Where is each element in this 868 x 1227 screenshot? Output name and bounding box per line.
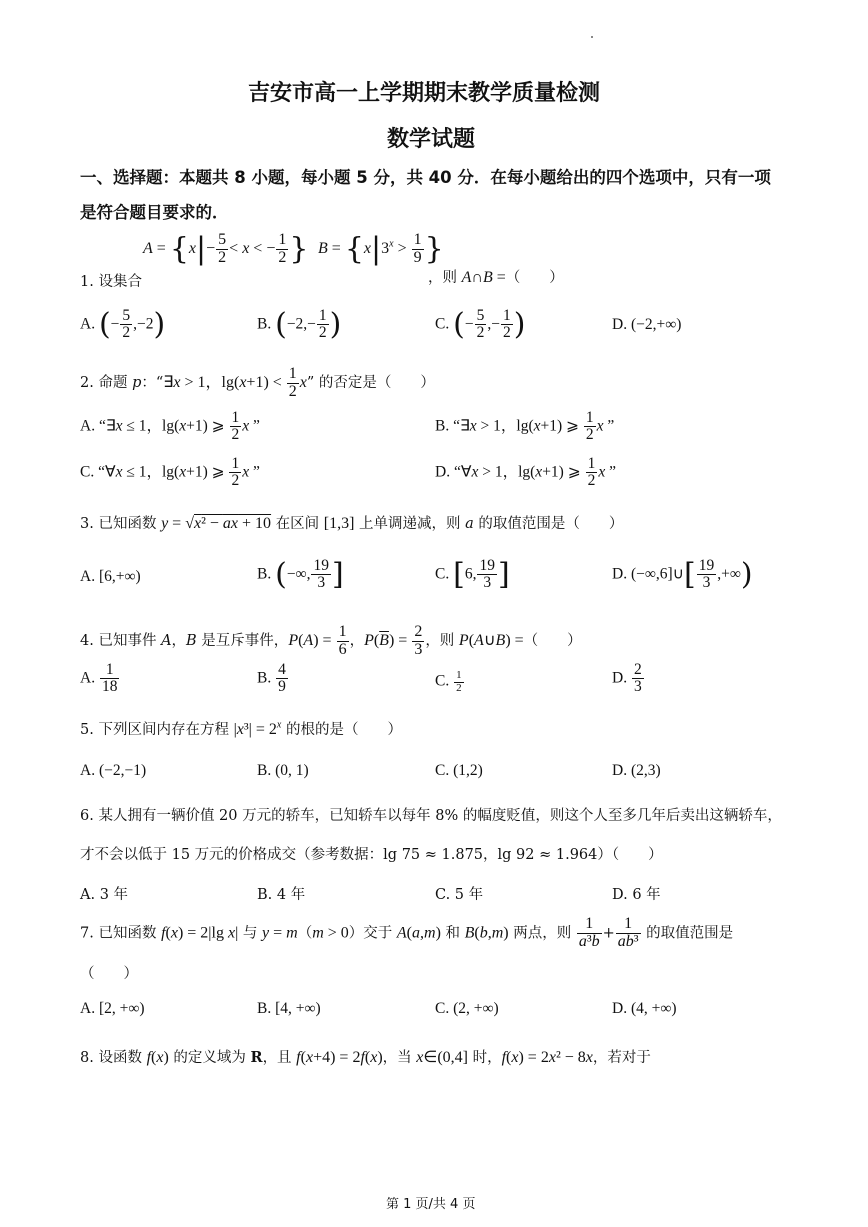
q7-option-a[interactable]: A. [2, +∞) xyxy=(80,1000,145,1017)
page-title-text: 吉安市高一上学期期末教学质量检测 xyxy=(248,81,601,106)
q3-option-c[interactable]: C. [6, $\frac{19}{3}$ ] xyxy=(435,556,510,592)
q5-option-c[interactable]: C. (1,2) xyxy=(435,762,483,779)
q3-option-b[interactable]: B. (−∞, $\frac{19}{3}$ ] xyxy=(257,556,344,592)
section-header-line2: 是符合题目要求的． xyxy=(80,203,229,222)
q2-stem: 2. 命题 p：“∃x > 1，lg(x+1) < $\frac{1}{2}$ x” 的否定是（ ） xyxy=(80,365,435,400)
q3-stem: 3. 已知函数 y = √x² − ax + 10 在区间 [1,3] 上单调递减，则 a 的取值范围是（ ） xyxy=(80,515,624,532)
page-footer: 第 1 页/共 4 页 xyxy=(386,1197,476,1212)
q1-stem-suffix: ，则 A∩B =（ ） xyxy=(428,269,564,286)
q5-option-d[interactable]: D. (2,3) xyxy=(612,762,661,779)
q4-option-a[interactable]: A. $\frac{1}{18}$ xyxy=(80,661,118,696)
q6-option-d[interactable]: D. 6 年 xyxy=(612,887,661,903)
q4-option-b[interactable]: B. $\frac{4}{9}$ xyxy=(257,661,286,696)
q1-option-c[interactable]: C. (− $\frac{5}{2}$ ,− $\frac{1}{2}$ ) xyxy=(435,306,526,342)
q7-line2: （ ） xyxy=(80,966,138,982)
q2-option-c[interactable]: C. “∀x ≤ 1，lg(x+1) ⩾ $\frac{1}{2}$ x ” xyxy=(80,455,260,490)
q2-option-d[interactable]: D. “∀x > 1，lg(x+1) ⩾ $\frac{1}{2}$ x ” xyxy=(435,455,616,490)
q7-option-d[interactable]: D. (4, +∞) xyxy=(612,1000,677,1017)
q2-option-b[interactable]: B. “∃x > 1，lg(x+1) ⩾ $\frac{1}{2}$ x ” xyxy=(435,409,615,444)
q2-option-a[interactable]: A. “∃x ≤ 1，lg(x+1) ⩾ $\frac{1}{2}$ x ” xyxy=(80,409,260,444)
q4-option-d[interactable]: D. $\frac{2}{3}$ xyxy=(612,661,642,696)
page-subtitle xyxy=(387,122,475,153)
q7-line1: 7. 已知函数 f(x) = 2|lg x| 与 y = m（m > 0）交于 A(a,m) 和 B(b,m) 两点，则 $\frac{1}{\text{a³b}}$ + $\frac{1}{\text{ab³}}$ 的取值范围是 xyxy=(80,915,734,950)
section-header-line1: 一、选择题：本题共 8 小题，每小题 5 分，共 40 分．在每小题给出的四个选项中，只有一项 xyxy=(80,168,771,187)
q4-option-c[interactable]: C. $\frac{1}{2}$ xyxy=(435,669,462,694)
q4-stem: 4. 已知事件 A，B 是互斥事件，P(A) = $\frac{1}{6}$ ，$P(\overline{B})$ = $\frac{2}{3}$ ，则 P(A∪B) =（ ） xyxy=(80,623,582,658)
q1-stem-prefix: 1. 设集合 xyxy=(80,274,142,290)
q5-option-a[interactable]: A. (−2,−1) xyxy=(80,762,147,779)
q1-setA: A = {x|− $\frac{5}{2}$ < x < − $\frac{1}{2}$ } xyxy=(143,231,309,267)
q8-stem: 8. 设函数 f(x) 的定义域为 R，且 f(x+4) = 2f(x)，当 x∈(0,4] 时，f(x) = 2x² − 8x，若对于 xyxy=(80,1049,651,1066)
q6-option-b[interactable]: B. 4 年 xyxy=(257,887,306,903)
q7-option-c[interactable]: C. (2, +∞) xyxy=(435,1000,499,1017)
q3-option-a[interactable]: A. [6,+∞) xyxy=(80,568,141,585)
q1-option-a[interactable]: A. (− $\frac{5}{2}$ ,−2) xyxy=(80,306,166,342)
q5-stem: 5. 下列区间内存在方程 $|x^3| = 2^x$ 的根的是（ ） xyxy=(80,719,402,738)
q6-option-c[interactable]: C. 5 年 xyxy=(435,887,484,903)
q6-line1: 6. 某人拥有一辆价值 20 万元的轿车，已知轿车以每年 8% 的幅度贬值，则这个人至多几年后卖出这辆轿车， xyxy=(80,808,782,824)
q6-line2: 才不会以低于 15 万元的价格成交（参考数据：lg 75 ≈ 1.875，lg 92 ≈ 1.964）（ ） xyxy=(80,847,663,863)
q5-option-b[interactable]: B. (0, 1) xyxy=(257,762,309,779)
q1-option-d[interactable]: D. (−2,+∞) xyxy=(612,316,682,333)
q1-option-b[interactable]: B. (−2,− $\frac{1}{2}$ ) xyxy=(257,306,342,342)
q7-option-b[interactable]: B. [4, +∞) xyxy=(257,1000,321,1017)
q1-setB: $B = \{x|3^x$ > $\frac{1}{9}$ } xyxy=(318,231,444,267)
scan-dot xyxy=(591,36,593,38)
q3-option-d[interactable]: D. (−∞,6]∪[ $\frac{19}{3}$ ,+∞) xyxy=(612,556,753,592)
page-title xyxy=(248,76,600,107)
page-subtitle-text: 数学试题 xyxy=(387,127,476,152)
q6-option-a[interactable]: A. 3 年 xyxy=(80,887,129,903)
